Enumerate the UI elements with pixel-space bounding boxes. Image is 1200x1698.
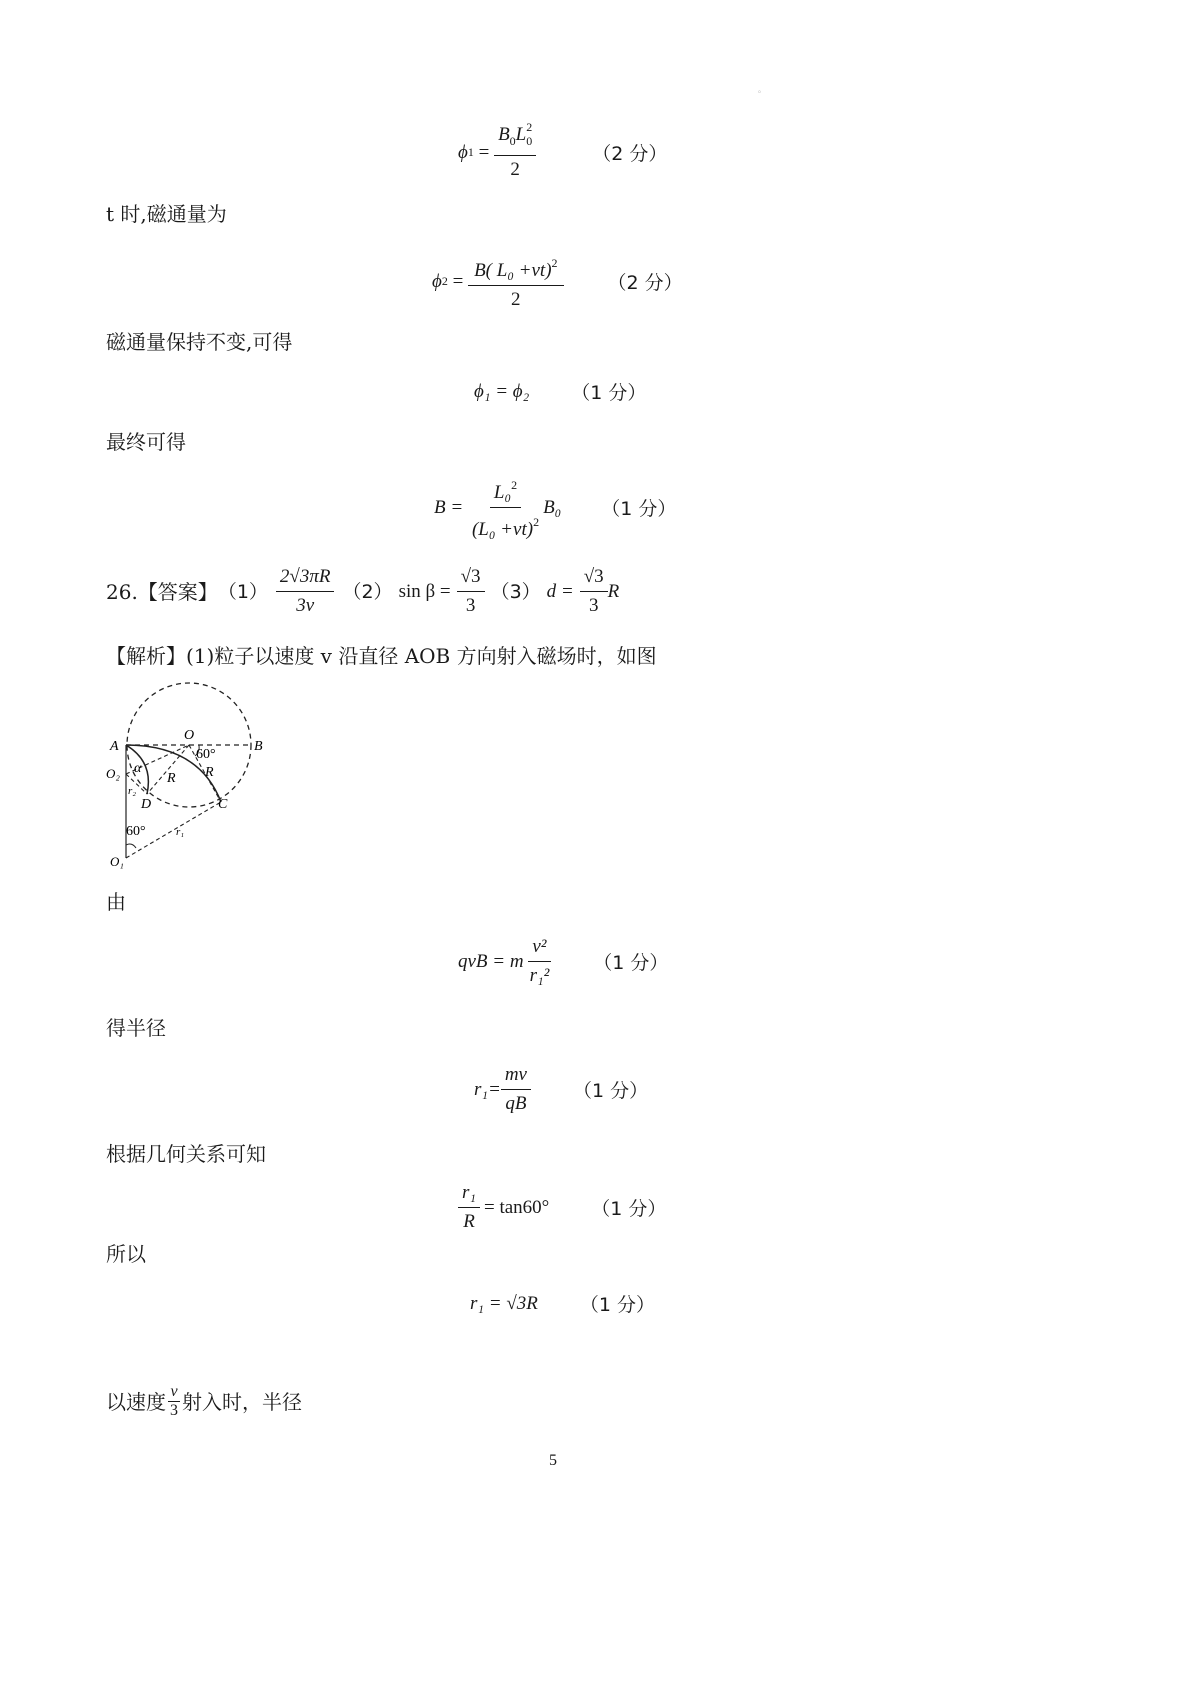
label-R1: R: [167, 771, 176, 786]
text-get-radius: 得半径: [106, 1016, 166, 1040]
lorentz-fraction: $\frac{\text{v²}}{\text{r₁²}}$: [529, 936, 550, 986]
text-t-time: t 时,磁通量为: [106, 202, 227, 226]
score-label: （1 分）: [593, 952, 669, 974]
equation-phi1: ϕ 1 = $B_0L$ $_{2 0}$ 2 （2 分）: [458, 120, 668, 180]
score-label: （1 分）: [571, 382, 647, 404]
label-R2: R: [205, 765, 214, 780]
text-speed-line: 以速度 $\frac{v}{3}$ 射入时，半径: [106, 1383, 302, 1419]
label-angle-bottom: 60°: [126, 824, 146, 839]
equation-B: B = $\frac{L_0^2}{(L_0 +vt)^2}$ B₀ （1 分）: [434, 474, 676, 541]
equation-r1: r₁= $\frac{mv}{qB}$ （1 分）: [474, 1064, 649, 1114]
magnetic-field-figure: [104, 680, 284, 876]
score-label: （2 分）: [592, 143, 668, 165]
score-label: （2 分）: [607, 272, 683, 294]
label-r1: r₁: [176, 826, 185, 838]
part-3-label: （3）: [490, 580, 541, 603]
B-fraction: $\frac{L_0^2}{(L_0 +vt)^2}$: [468, 474, 543, 541]
equation-phi2: ϕ 2 = $\frac{B( L_0 +vt)^2}{2}$ （2 分）: [432, 252, 683, 311]
part-1-label: （1）: [217, 580, 268, 603]
answer-2-lhs: sin β =: [398, 580, 451, 602]
text-geometry: 根据几何关系可知: [106, 1142, 266, 1166]
text-flux-constant: 磁通量保持不变,可得: [106, 330, 293, 354]
score-label: （1 分）: [591, 1198, 667, 1220]
answer-3-lhs: d =: [546, 580, 574, 602]
phi1-symbol: ϕ: [458, 141, 468, 163]
answer-line: 26.【答案】 （1） $\frac{2√3\pi R}{3v}$ （2） sin β = $\frac{√3}{3}$ （3） d = $\frac{√3}{3}$ R: [106, 566, 620, 616]
label-A: A: [110, 739, 119, 754]
label-C: C: [218, 797, 228, 812]
r1-fraction: $\frac{mv}{qB}$: [501, 1064, 531, 1115]
text-finally: 最终可得: [106, 430, 186, 454]
text-by: 由: [106, 890, 126, 914]
line-O-D: [147, 745, 189, 794]
label-alpha: α: [134, 761, 142, 776]
text-analysis: 【解析】(1)粒子以速度 v 沿直径 AOB 方向射入磁场时，如图: [106, 644, 657, 668]
angle-arc-bottom: [126, 844, 136, 848]
equation-lorentz: qvB = m $\frac{\text{v²}}{\text{r₁²}}$ （1 分）: [458, 936, 669, 986]
speed-fraction: $\frac{v}{3}$: [170, 1383, 178, 1419]
answer-1-fraction: $\frac{2√3\pi R}{3v}$: [276, 566, 335, 617]
text-so: 所以: [106, 1242, 146, 1266]
score-label: （1 分）: [601, 498, 677, 520]
label-B: B: [254, 739, 263, 754]
equation-r1-final: r₁ = √3R （1 分）: [470, 1290, 655, 1317]
speckle-mark: 。: [758, 85, 766, 94]
tan-fraction: $\frac{\text{r₁}}{R}$: [458, 1182, 480, 1233]
equation-tan: $\frac{\text{r₁}}{R}$ = tan60° （1 分）: [458, 1182, 666, 1233]
label-r2: r₂: [128, 785, 137, 797]
score-label: （1 分）: [579, 1294, 655, 1316]
score-label: （1 分）: [572, 1080, 649, 1102]
equation-phi-equal: ϕ₁ = ϕ₂ （1 分）: [474, 378, 646, 405]
label-O2: O₂: [106, 766, 120, 781]
answer-2-fraction: $\frac{√3}{3}$: [457, 566, 485, 617]
answer-prefix: 26.【答案】: [106, 579, 218, 604]
label-O1: O₁: [110, 854, 124, 869]
phi1-fraction: $B_0L$ $_{2 0}$ 2: [494, 124, 536, 181]
label-D: D: [141, 797, 152, 812]
answer-3-fraction: $\frac{√3}{3}$: [580, 566, 608, 617]
part-2-label: （2）: [342, 580, 393, 603]
page-number: 5: [549, 1452, 557, 1469]
label-O: O: [184, 728, 195, 743]
label-angle-top: 60°: [196, 747, 216, 762]
phi2-fraction: $\frac{B( L_0 +vt)^2}{2}$: [468, 252, 563, 311]
